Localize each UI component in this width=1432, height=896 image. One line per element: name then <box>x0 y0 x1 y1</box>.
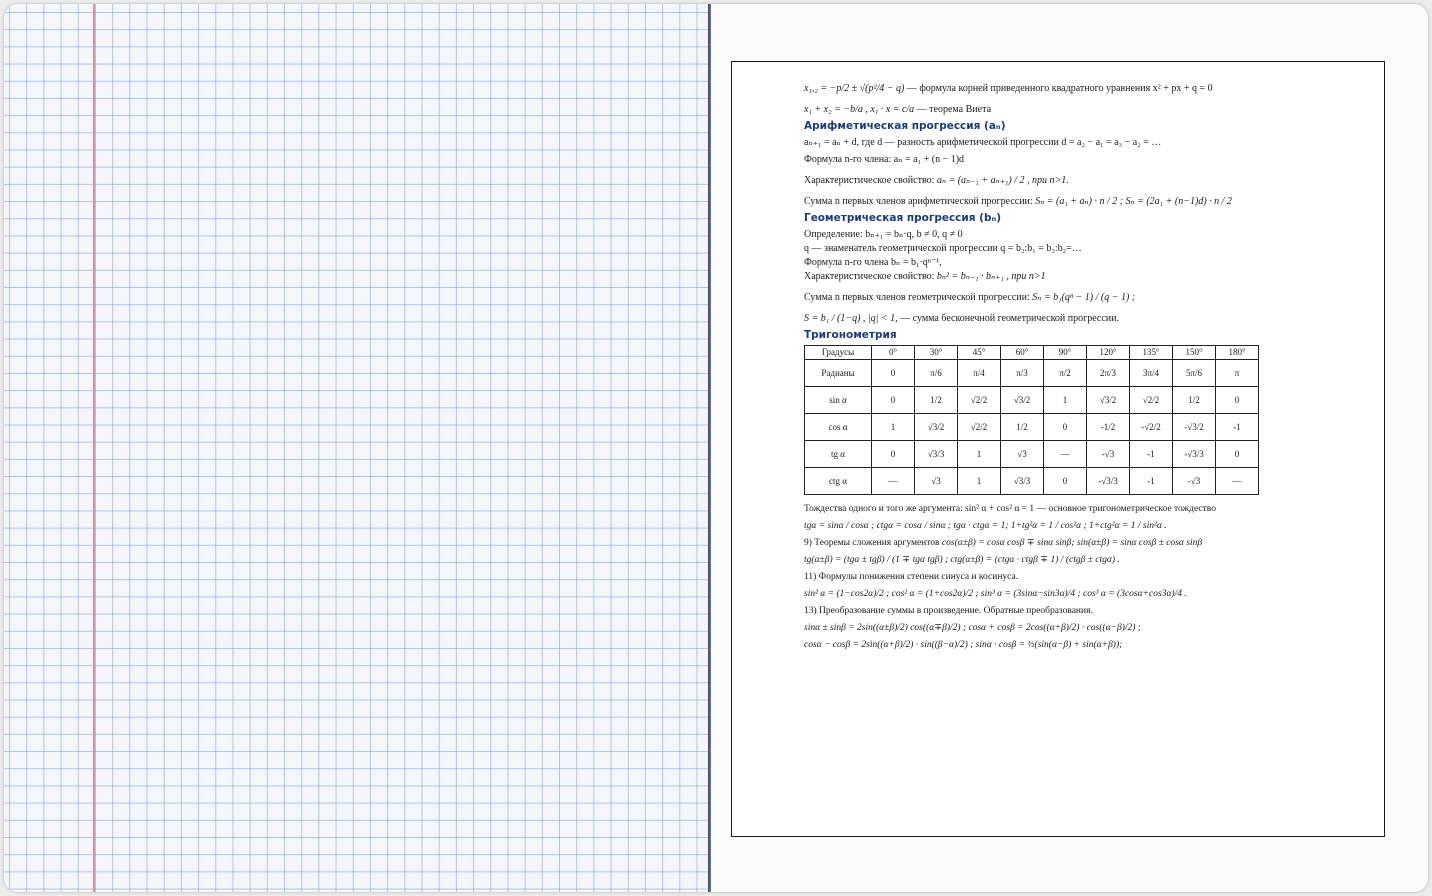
vieta-line <box>804 103 1374 116</box>
trig-heading: Тригонометрия <box>804 329 897 341</box>
trig-header-row <box>805 346 1259 360</box>
trig-cell: √2/2 <box>958 414 1001 441</box>
trig-cell: 0 <box>1044 414 1087 441</box>
trig-row <box>805 360 1259 387</box>
arith-prop-formula: aₙ = (aₙ₋₁ + aₙ₊₁) / 2 , при n>1. <box>936 175 1069 186</box>
trig-cell: -√3/3 <box>1087 468 1130 495</box>
open-notebook <box>4 4 1428 892</box>
trig-cell: 1 <box>958 441 1001 468</box>
trig-cell: 1 <box>872 414 915 441</box>
trig-cell: -1 <box>1130 441 1173 468</box>
trig-cell: -√2/2 <box>1130 414 1173 441</box>
trig-cell: 1/2 <box>1173 387 1216 414</box>
trig-sum-formulas-1: sinα ± sinβ = 2sin((α±β)/2) cos((α∓β)/2) ; cosα + cosβ = 2cos((α+β)/2) · cos((α−β)/2) ; <box>804 623 1141 633</box>
trig-row-label: Радианы <box>805 360 872 387</box>
grid-page-left <box>4 4 708 892</box>
geom-prop-formula: bₙ² = bₙ₋₁ · bₙ₊₁ , при n>1 <box>936 271 1046 282</box>
quadratic-line <box>804 82 1374 95</box>
trig-cell: 1 <box>1044 387 1087 414</box>
trig-addition <box>804 537 1374 550</box>
trig-cell: 0 <box>1044 468 1087 495</box>
trig-cell: √3 <box>1001 441 1044 468</box>
margin-line <box>93 4 95 892</box>
geom-infinite <box>804 312 1374 325</box>
trig-power-formulas: sin² α = (1−cos2α)/2 ; cos² α = (1+cos2α)/2 ; sin³ α = (3sinα−sin3α)/4 ; cos³ α = (3cosα+cos3α)/4 . <box>804 589 1187 599</box>
geom-sum-label: Сумма n первых членов геометрической прогрессии: <box>804 292 1030 303</box>
trig-cell: -1 <box>1216 414 1259 441</box>
trig-addition-label: 9) Теоремы сложения аргументов <box>804 538 940 548</box>
geom-inf-desc: — сумма бесконечной геометрической прогрессии. <box>900 313 1119 324</box>
trig-row <box>805 468 1259 495</box>
arith-nth: Формула n-го члена: aₙ = a₁ + (n − 1)d <box>804 154 965 165</box>
arith-prop-label: Характеристическое свойство: <box>804 175 935 186</box>
trig-row-label: ctg α <box>805 468 872 495</box>
trig-cell: 180° <box>1216 346 1259 360</box>
trig-row <box>805 387 1259 414</box>
trig-cell: -√3/3 <box>1173 441 1216 468</box>
geom-ratio: q — знаменатель геометрической прогрессии q = b₂:b₁ = b₃:b₂=… <box>804 243 1082 254</box>
arith-sum <box>804 195 1374 208</box>
geom-def: Определение: bₙ₊₁ = bₙ·q, b ≠ 0, q ≠ 0 <box>804 229 963 240</box>
trig-cell: 60° <box>1001 346 1044 360</box>
trig-row-label: tg α <box>805 441 872 468</box>
trig-sum-formulas-2: cosα − cosβ = 2sin((α+β)/2) · sin((β−α)/2) ; sinα · cosβ = ½(sin(α−β) + sin(α+β)); <box>804 640 1123 650</box>
trig-cell: 3π/4 <box>1130 360 1173 387</box>
arith-prop <box>804 174 1374 187</box>
trig-cell: 5π/6 <box>1173 360 1216 387</box>
trig-cell: 0 <box>872 387 915 414</box>
trig-cell: 1 <box>958 468 1001 495</box>
quadratic-formula: x₁,₂ = −p/2 ± √(p²/4 − q) <box>804 83 905 94</box>
geom-inf-formula: S = b₁ / (1−q) , |q| < 1, <box>804 313 898 324</box>
geom-prop <box>804 270 1374 283</box>
trig-row-label: cos α <box>805 414 872 441</box>
trig-cell: 45° <box>958 346 1001 360</box>
trig-cell: √2/2 <box>958 387 1001 414</box>
trig-cell: √2/2 <box>1130 387 1173 414</box>
trig-cell: π/3 <box>1001 360 1044 387</box>
trig-cell: √3/2 <box>1001 387 1044 414</box>
trig-row-label: Градусы <box>805 346 872 360</box>
trig-cell: — <box>872 468 915 495</box>
geom-nth: Формула n-го члена bₙ = b₁·qⁿ⁻¹, <box>804 257 942 268</box>
trig-cell: -√3 <box>1087 441 1130 468</box>
geom-sum <box>804 291 1374 304</box>
trig-identity-text: Тождества одного и того же аргумента: sin² α + cos² α = 1 — основное тригонометрическое тождество <box>804 504 1216 514</box>
trig-cell: 0 <box>1216 441 1259 468</box>
trig-cell: √3/2 <box>915 414 958 441</box>
trig-cell: √3/3 <box>1001 468 1044 495</box>
trig-cell: 1/2 <box>1001 414 1044 441</box>
trig-cell: — <box>1044 441 1087 468</box>
arith-def: aₙ₊₁ = aₙ + d, где d — разность арифметической прогрессии d = a₂ − a₁ = a₃ − a₂ = … <box>804 137 1162 148</box>
trig-cell: -√3/2 <box>1173 414 1216 441</box>
trig-cell: √3/3 <box>915 441 958 468</box>
trig-cell: -√3 <box>1173 468 1216 495</box>
trig-cell: 90° <box>1044 346 1087 360</box>
trig-cell: 30° <box>915 346 958 360</box>
arith-sum-label: Сумма n первых членов арифметической прогрессии: <box>804 196 1033 207</box>
trig-cell: 0 <box>872 360 915 387</box>
arith-sum-formula: Sₙ = (a₁ + aₙ) · n / 2 ; Sₙ = (2a₁ + (n−1)d) · n / 2 <box>1035 196 1232 207</box>
trig-cell: 2π/3 <box>1087 360 1130 387</box>
vieta-desc: — теорема Виета <box>916 104 992 115</box>
trig-cell: 135° <box>1130 346 1173 360</box>
arith-heading: Арифметическая прогрессия (aₙ) <box>804 120 1006 132</box>
trig-identity-formulas: tgα = sinα / cosα ; ctgα = cosα / sinα ; tgα · ctgα = 1; 1+tg²α = 1 / cos²α ; 1+ctg²α = 1 / sin²α . <box>804 521 1167 531</box>
trig-cell: π/2 <box>1044 360 1087 387</box>
trig-cell: √3/2 <box>1087 387 1130 414</box>
trig-sum-label: 13) Преобразование суммы в произведение. Обратные преобразования. <box>804 606 1093 616</box>
quadratic-desc: — формула корней приведенного квадратного уравнения x² + px + q = 0 <box>906 83 1213 94</box>
trig-cell: 0 <box>1216 387 1259 414</box>
trig-cell: π/6 <box>915 360 958 387</box>
formula-content <box>804 74 1374 656</box>
trig-row <box>805 414 1259 441</box>
trig-cell: 1/2 <box>915 387 958 414</box>
trig-addition-inline: cos(α±β) = cosα cosβ ∓ sinα sinβ; sin(α±β) = sinα cosβ ± cosα sinβ <box>941 538 1203 548</box>
geom-heading: Геометрическая прогрессия (bₙ) <box>804 212 1002 224</box>
trig-addition-formulas: tg(α±β) = (tgα ± tgβ) / (1 ∓ tgα tgβ) ; ctg(α±β) = (ctgα · ctgβ ∓ 1) / (ctgβ ± ctgα) . <box>804 555 1120 565</box>
trig-cell: π/4 <box>958 360 1001 387</box>
trig-cell: π <box>1216 360 1259 387</box>
geom-prop-label: Характеристическое свойство: <box>804 271 935 282</box>
trig-cell: -1/2 <box>1087 414 1130 441</box>
trig-power-label: 11) Формулы понижения степени синуса и косинуса. <box>804 572 1019 582</box>
vieta-formula: x₁ + x₂ = −b/a , x₁ · x = c/a <box>804 104 915 115</box>
trig-cell: -1 <box>1130 468 1173 495</box>
trig-cell: √3 <box>915 468 958 495</box>
trig-cell: 150° <box>1173 346 1216 360</box>
geom-sum-formula: Sₙ = b₁(qⁿ − 1) / (q − 1) ; <box>1032 292 1136 303</box>
trig-cell: 120° <box>1087 346 1130 360</box>
trig-cell: — <box>1216 468 1259 495</box>
trig-table <box>804 345 1259 495</box>
trig-row <box>805 441 1259 468</box>
trig-row-label: sin α <box>805 387 872 414</box>
trig-cell: 0° <box>872 346 915 360</box>
trig-cell: 0 <box>872 441 915 468</box>
